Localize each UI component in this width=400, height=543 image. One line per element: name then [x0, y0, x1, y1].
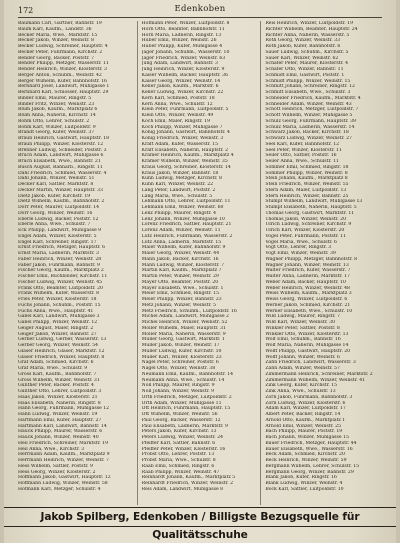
directory-entry: Zink Anna, Wwe., Schulstr. 13: [265, 389, 336, 394]
directory-entry: Paul Elisabeth, Ladnerin, Marktstr. 9: [141, 423, 228, 429]
directory-entry: Bergmann Wilhelm, Lehrer, Schulstr. 15: [265, 463, 360, 469]
directory-entry: Schmitt Johann, Schreiner, Ringstr. 12: [265, 84, 355, 90]
directory-entry: Bernhard Josef, Landwirt, Mühlgasse 1: [18, 84, 110, 90]
directory-entry: Schmidt Philipp, Winzer, Weinstr. 15: [265, 78, 351, 84]
directory-entry: Peters Jakob, Küfer, Kirchstr. 13: [141, 429, 217, 435]
directory-entry: Kern Karl, Schmied, Poststr. 18: [141, 95, 215, 101]
directory-entry: Hauck Philipp, Maurer, Wasserstr. 6: [18, 429, 103, 435]
directory-entry: Decker Karl, Sattler, Marktstr. 8: [18, 182, 94, 187]
directory-entry: Baumann Carl, Gärtner, Bahnstr. 19: [18, 21, 102, 26]
directory-column-middle: [142, 21, 262, 505]
directory-entry: Sommer Emil, Schmied, Ringstr. 18: [265, 164, 349, 170]
directory-entry: Günther Peter, Bäcker, Poststr. 4: [18, 383, 94, 389]
directory-entry: Bauer Elisabeth, Wwe., Wasserstr. 16: [265, 446, 353, 452]
directory-entry: Metz Johann, Winzer, Weinstr. 5: [141, 302, 217, 308]
page-number: 172: [18, 6, 34, 15]
directory-entry: Stern Adam, Maler, Luitpoldstr. 13: [265, 187, 347, 193]
directory-entry: Schäfer Otto, Winzer, Bahnstr. 11: [265, 67, 344, 72]
directory-entry: Kaiser Wilhelm, Bäcker, Hauptstr. 36: [141, 72, 228, 78]
directory-entry: Kaiser Georg, Winzer, Weinstr. 14: [141, 78, 221, 84]
footer-advertisement: Jakob Spilberg, Edenkoben / Billigste Bezugsquelle für Qualitätsschuhe: [4, 507, 396, 527]
directory-entry: Lorenz Friedrich, Sattler, Hauptstr. 21: [141, 222, 232, 228]
directory-entry: Winkler Otto, Winzer, Klosterstr. 13: [265, 331, 349, 337]
directory-entry: Orth Adam, Winzer, Mühlgasse 11: [141, 400, 222, 406]
directory-entry: Blum Anna, Näherin, Kirchstr. 14: [18, 113, 96, 118]
directory-entry: Schwarz Jakob, Bäcker, Kirchstr. 18: [265, 130, 349, 136]
directory-entry: Becker Ludwig, Schreiner, Hauptstr. 4: [18, 44, 108, 49]
directory-entry: Schäfer Peter, Maurer, Klosterstr. 4: [265, 61, 349, 67]
header-rule: [18, 17, 382, 18]
directory-entry: Martin Karl, Kaufm., Marktplatz 7: [141, 268, 222, 274]
page-header: [18, 4, 382, 18]
directory-entry: Seel Peter, Winzer, Klosterstr. 11: [265, 147, 342, 153]
directory-entry: Hartmann Karl, Landwirt, Bahnstr. 14: [18, 423, 107, 429]
directory-entry: Probst Maria, Wwe., Schulstr. 8: [141, 458, 216, 463]
directory-entry: Müller Georg, Gastwirt, Marktstr. 1: [141, 337, 225, 343]
directory-entry: Engel Karl, Schreiner, Ringstr. 17: [18, 239, 97, 245]
directory-entry: Gross Karl, Kaufm., Bahnhofstr. 7: [18, 371, 97, 377]
directory-entry: Möller Wilhelm, Maler, Hauptstr. 31: [141, 325, 226, 331]
directory-entry: Noll Johann, Winzer, Weinstr. 9: [141, 389, 215, 394]
directory-entry: Orth Friedrich, Metzger, Luitpoldstr. 2: [141, 394, 232, 400]
directory-entry: Hoffmann Ludwig, Winzer, Weinstr. 58: [18, 481, 108, 486]
directory-entry: Bergmann Georg, Winzer, Bahnstr. 29: [265, 469, 354, 475]
directory-entry: Neumann Anna, Wwe., Schulstr. 14: [141, 377, 225, 383]
directory-entry: Hoffmann Jakob, Gastwirt, Hauptstr. 12: [18, 475, 111, 481]
directory-entry: Lehmann Emil, Winzer, Weinstr. 60: [141, 205, 224, 210]
directory-entry: Faber Jakob, Fuhrmann, Bahnstr. 9: [18, 262, 100, 268]
directory-entry: Lang Peter, Landwirt, Poststr. 2: [141, 187, 216, 193]
directory-entry: Braun Heinrich, Gastwirt, Hauptstr. 18: [18, 136, 110, 141]
directory-entry: Mayer Otto, Beamter, Poststr. 20: [141, 279, 219, 285]
directory-entry: Wolff Philipp, Gastwirt, Hauptstr. 20: [265, 348, 351, 354]
directory-entry: Fischer Emil, Buchbinder, Kirchstr. 11: [18, 274, 108, 279]
directory-entry: Hess Georg, Winzer, Klosterstr. 2: [18, 469, 96, 475]
directory-entry: Schulz Maria, Ladnerin, Wasserstr. 14: [265, 124, 355, 130]
directory-entry: Fuchs Anna, Wwe., Hauptstr. 41: [18, 308, 94, 314]
directory-entry: Reinhardt Johann, Kaufm., Marktplatz 5: [141, 475, 236, 481]
directory-entry: Keller Jakob, Kaufm., Marktstr. 6: [141, 84, 219, 90]
directory-entry: Weiss Georg, Winzer, Luitpoldstr. 6: [265, 297, 348, 302]
directory-entry: Wagner Johann, Winzer, Weinstr. 13: [265, 262, 349, 268]
directory-entry: Schott Heinrich, Metzger, Luitpoldstr. 7: [265, 107, 359, 113]
directory-entry: Jung Adam, Landwirt, Bahnstr. 3: [141, 61, 218, 67]
directory-entry: Schneider Friedrich, Kaufm., Marktstr. 4: [265, 95, 361, 101]
directory-entry: Faber Heinrich, Winzer, Weinstr. 28: [18, 256, 102, 262]
directory-entry: Lutz Heinrich, Fuhrmann, Wasserstr. 2: [141, 233, 233, 239]
directory-entry: Michel Heinrich, Winzer, Weinstr. 52: [141, 320, 228, 325]
directory-entry: Horn Otto, Beamter, Bahnhofstr. 11: [141, 26, 225, 32]
directory-entry: Schwarz Ludwig, Winzer, Weinstr. 27: [265, 136, 352, 141]
directory-entry: Kern Anna, Wwe., Schulstr. 12: [141, 101, 213, 107]
directory-entry: Zimmermann Heinrich, Schreiner, Marktstr. 2: [265, 371, 373, 377]
directory-entry: Reis Adam, Landwirt, Mühlgasse 8: [141, 486, 224, 492]
directory-entry: Bernhard Karl, Schlosser, Hauptstr. 29: [18, 90, 109, 95]
directory-entry: Zahn Friedrich, Landwirt, Wasserstr. 3: [265, 360, 356, 366]
directory-entry: Becker Maria, Wwe., Marktstr. 15: [18, 32, 98, 38]
directory-entry: Jäger Johann, Schuhm., Wasserstr. 10: [141, 49, 230, 55]
directory-entry: Raab Philipp, Winzer, Weinstr. 47: [141, 469, 220, 475]
directory-entry: Lenz Johann, Winzer, Mühlgasse 10: [141, 216, 225, 222]
directory-entry: Becker Jakob, Winzer, Weinstr. 8: [18, 38, 94, 44]
directory-entry: Maier Wilhelm, Küfer, Bahnhofstr. 9: [141, 245, 226, 251]
directory-entry: Roth Georg, Winzer, Weinstr. 33: [265, 38, 341, 44]
directory-entry: Michel Adam, Landwirt, Mühlgasse 2: [141, 314, 229, 320]
directory-entry: Heil Anna, Wwe., Kirchstr. 3: [18, 446, 85, 452]
directory-entry: Herrmann Heinrich, Winzer, Weinstr. 7: [18, 458, 109, 463]
directory-entry: Hahn Ludwig, Winzer, Weinstr. 19: [18, 412, 98, 417]
directory-entry: Graf Maria, Wwe., Schulstr. 9: [18, 366, 88, 371]
directory-entry: Kuhn Ludwig, Metzger, Kirchstr. 8: [141, 176, 222, 182]
directory-entry: Mayer Elisabeth, Wwe., Schulstr. 1: [141, 285, 224, 291]
directory-entry: Fuchs Johann, Schuhm., Poststr. 15: [18, 302, 101, 308]
directory-entry: Reinhardt Friedrich, Winzer, Weinstr. 2: [141, 481, 234, 486]
directory-entry: Glaser Heinrich, Glaser, Marktstr. 12: [18, 348, 105, 354]
directory-entry: Arnold Otto, Kaufm., Marktplatz 1: [265, 417, 346, 423]
directory-entry: Raab Emil, Schmied, Ringstr. 6: [141, 463, 215, 469]
directory-entry: Müller Ludwig, Küfer, Kirchstr. 10: [141, 348, 222, 354]
directory-entry: Walter Friedrich, Küfer, Wasserstr. 7: [265, 268, 351, 274]
directory-entry: Dörr Peter, Maurer, Luitpoldstr. 14: [18, 205, 100, 210]
directory-entry: Adam Karl, Winzer, Luitpoldstr. 17: [265, 406, 346, 412]
directory-entry: Eck Philipp, Landwirt, Mühlgasse 9: [18, 228, 102, 233]
directory-entry: Müller Karl, Winzer, Klosterstr. 23: [141, 354, 222, 360]
directory-entry: Glaser Friedrich, Winzer, Hauptstr. 8: [18, 354, 105, 360]
directory-entry: Dietz Jakob, Küfer, Kirchstr. 19: [18, 193, 91, 199]
directory-entry: Fries Peter, Winzer, Klosterstr. 18: [18, 297, 97, 302]
directory-entry: Ott Wilhelm, Winzer, Weinstr. 56: [141, 412, 218, 417]
directory-entry: Sauer Ludwig, Schuhm., Kirchstr. 5: [265, 49, 349, 55]
directory-entry: Klein Otto, Winzer, Weinstr. 49: [141, 113, 214, 118]
directory-entry: Neumann Emil, Kaufm., Bahnhofstr. 14: [141, 371, 234, 377]
directory-entry: Frank Otto, Beamter, Luitpoldstr. 20: [18, 285, 103, 291]
directory-entry: Seiler Anna, Wwe., Schulstr. 11: [265, 159, 339, 164]
directory-entry: Decker Martin, Winzer, Hauptstr. 33: [18, 187, 103, 193]
directory-entry: Sauer Karl, Winzer, Weinstr. 62: [265, 55, 339, 61]
directory-entry: Walter Anna, Ladnerin, Marktstr. 17: [265, 274, 350, 279]
directory-entry: Krämer Wilhelm, Winzer, Weinstr. 35: [141, 159, 228, 164]
directory-entry: Schott Wilhelm, Winzer, Mühlgasse 5: [265, 113, 353, 118]
directory-entry: Hartmann Emil, Küfer, Hauptstr. 27: [18, 417, 102, 423]
directory-entry: Gabel Karl, Landwirt, Mühlgasse 3: [18, 314, 100, 320]
directory-entry: Krämer Heinrich, Kaufm., Marktplatz 4: [141, 153, 234, 159]
directory-entry: Seel Karl, Küfer, Bahnhofstr. 12: [265, 141, 340, 147]
directory-entry: Horn Maria, Ladnerin, Ringstr. 13: [141, 32, 222, 38]
directory-entry: Kraft Elisabeth, Näherin, Hauptstr. 2: [141, 147, 229, 153]
directory-entry: Baum Karl, Kaufm., Landstr. 36: [18, 26, 92, 32]
directory-entry: Bender Georg, Bäcker, Poststr. 7: [18, 55, 94, 61]
directory-entry: Schmidt Emil, Gastwirt, Poststr. 1: [265, 72, 345, 78]
directory-entry: Dietz Wilhelm, Kaufm., Bahnhofstr. 2: [18, 199, 105, 205]
directory-entry: Bock Karl, Sattler, Luitpoldstr. 10: [265, 486, 344, 492]
directory-entry: Weber Adam, Bäcker, Hauptstr. 10: [265, 279, 346, 285]
directory-entry: Vogel Maria, Wwe., Schulstr. 6: [265, 239, 337, 245]
directory-entry: Berger Anton, Schuhm., Weinstr. 42: [18, 72, 102, 78]
directory-entry: Koch Emil, Maler, Ringstr. 19: [141, 118, 211, 124]
directory-entry: Stein Friedrich, Winzer, Weinstr. 55: [265, 182, 349, 187]
directory-entry: Kraft Adam, Küfer, Wasserstr. 15: [141, 141, 218, 147]
directory-entry: Graf Adam, Schmied, Kirchstr. 6: [18, 360, 94, 366]
directory-entry: Wagner Philipp, Metzger, Bahnhofstr. 8: [265, 256, 358, 262]
directory-entry: Wild Karl, Winzer, Weinstr. 30: [265, 320, 336, 325]
directory-entry: Probst Otto, Lehrer, Poststr. 13: [141, 452, 215, 458]
directory-entry: Mann Jakob, Bäcker, Kirchstr. 16: [141, 256, 219, 262]
directory-entry: Keller Ludwig, Winzer, Kirchstr. 22: [141, 90, 224, 95]
directory-entry: Hofmann Peter, Winzer, Luitpoldstr. 8: [141, 21, 230, 26]
directory-entry: Böhm Karl, Winzer, Luitpoldstr. 9: [18, 124, 96, 130]
directory-entry: Thomas Georg, Gastwirt, Marktstr. 11: [265, 210, 355, 216]
directory-entry: Zorn Ludwig, Winzer, Klosterstr. 6: [265, 400, 346, 406]
directory-entry: Bach Johann, Winzer, Mühlgasse 15: [265, 435, 349, 440]
directory-entry: Klein Peter, Fuhrmann, Luitpoldstr. 5: [141, 107, 229, 113]
directory-entry: Ulrich Ludwig, Schreiner, Kirchstr. 9: [265, 222, 352, 228]
directory-entry: Haas Jakob, Winzer, Klosterstr. 21: [18, 394, 98, 400]
directory-entry: Metz Friedrich, Schuhm., Luitpoldstr. 16: [141, 308, 237, 314]
directory-entry: Bauer Friedrich, Metzger, Hauptstr. 44: [265, 440, 357, 446]
directory-entry: Schneider Adam, Winzer, Weinstr. 43: [265, 101, 352, 107]
directory-entry: Blank Ludwig, Winzer, Weinstr. 4: [265, 481, 343, 486]
directory-entry: Bender Philipp, Metzger, Wasserstr. 11: [18, 61, 109, 67]
directory-entry: Hess Wilhelm, Sattler, Poststr. 9: [18, 463, 93, 469]
directory-entry: Noll Philipp, Maurer, Ringstr. 9: [141, 383, 215, 389]
directory-entry: Dörr Georg, Winzer, Weinstr. 16: [18, 210, 93, 216]
directory-entry: Meier Philipp, Winzer, Bahnstr. 23: [141, 297, 222, 302]
directory-entry: Geiger August, Maler, Ringstr. 2: [18, 325, 94, 331]
directory-entry: Werner Elisabeth, Wwe., Schulstr. 10: [265, 308, 353, 314]
directory-entry: Weiss Wilhelm, Kaufm., Marktplatz 3: [265, 291, 352, 297]
directory-entry: Dahl Johann, Winzer, Weinstr. 51: [18, 176, 95, 182]
directory-entry: Dahl Friedrich, Schmied, Wasserstr. 4: [18, 170, 107, 176]
directory-entry: Müller Jakob, Winzer, Weinstr. 17: [141, 343, 220, 348]
directory-entry: Bruch Adam, Landwirt, Mühlgasse 6: [18, 153, 104, 159]
directory-entry: Haas Elisabeth, Näherin, Ringstr. 8: [18, 400, 101, 406]
directory-entry: Richter Anna, Näherin, Wasserstr. 5: [265, 32, 350, 38]
directory-entry: Koch Philipp, Winzer, Mühlgasse 7: [141, 124, 223, 130]
directory-entry: Hauck Johann, Winzer, Weinstr. 40: [18, 435, 99, 440]
directory-entry: Seiler Otto, Sattler, Poststr. 16: [265, 153, 337, 159]
directory-entry: Binder Emil, Maurer, Ringstr. 5: [18, 95, 92, 101]
directory-entry: König Friedrich, Winzer, Weinstr. 3: [141, 136, 224, 141]
directory-entry: Frank Wilhelm, Küfer, Wasserstr. 8: [18, 291, 100, 297]
directory-entry: Binder Fritz, Winzer, Weinstr. 23: [18, 101, 95, 107]
directory-columns: [18, 21, 384, 505]
directory-entry: Jung Heinrich, Winzer, Klosterstr. 9: [141, 67, 225, 72]
directory-entry: Vogt Otto, Lehrer, Ringstr. 3: [265, 245, 332, 251]
directory-entry: Stumpf Elisabeth, Näherin, Hauptstr. 5: [265, 205, 357, 210]
directory-entry: Maier Georg, Winzer, Weinstr. 44: [141, 251, 220, 256]
directory-entry: Herrmann Adam, Kaufm., Marktplatz 9: [18, 452, 110, 458]
directory-entry: Ulrich Karl, Winzer, Klosterstr. 20: [265, 228, 345, 233]
directory-entry: Blum Jakob, Kaufm., Marktplatz 6: [18, 107, 98, 113]
directory-entry: Wild Ludwig, Maurer, Ringstr. 7: [265, 314, 341, 320]
directory-entry: Beck Heinrich, Winzer, Weinstr. 59: [265, 458, 347, 463]
directory-entry: Kraus Jakob, Winzer, Bahnstr. 18: [141, 170, 219, 176]
directory-entry: Peters Ludwig, Winzer, Weinstr. 24: [141, 435, 224, 440]
directory-column-left: [18, 21, 138, 505]
directory-entry: Pfeiffer Peter, Winzer, Klosterstr. 16: [141, 446, 226, 452]
directory-entry: Huber Emil, Winzer, Weinstr. 26: [141, 38, 217, 44]
directory-entry: Sommer Philipp, Winzer, Weinstr. 8: [265, 170, 348, 176]
directory-entry: Gross Wilhelm, Winzer, Weinstr. 31: [18, 377, 100, 383]
directory-entry: Gerber Georg, Winzer, Weinstr. 54: [18, 343, 99, 348]
directory-entry: Busch August, Bahnarb., Ringstr. 11: [18, 164, 103, 170]
directory-entry: Brenner Ludwig, Schneider, Poststr. 3: [18, 147, 107, 153]
directory-entry: Thomas Jakob, Winzer, Weinstr. 20: [265, 216, 347, 222]
directory-entry: Meier Emil, Schmied, Ringstr. 15: [141, 291, 220, 297]
directory-entry: Nagel Peter, Schreiner, Poststr. 6: [141, 360, 219, 366]
directory-entry: Becker Peter, Fuhrmann, Kirchstr. 2: [18, 49, 103, 55]
directory-entry: Zorn Jakob, Fuhrmann, Bahnhofstr. 3: [265, 394, 353, 400]
directory-entry: Werner Jakob, Schmied, Kirchstr. 21: [265, 302, 351, 308]
directory-entry: Zahn Adam, Winzer, Weinstr. 57: [265, 366, 340, 371]
directory-entry: Ernst Maria, Ladnerin, Marktstr. 3: [18, 251, 99, 256]
directory-entry: Richter Wilhelm, Beamter, Hauptstr. 24: [265, 26, 358, 32]
directory-entry: Huber Philipp, Küfer, Mühlgasse 4: [141, 44, 223, 49]
directory-entry: Jäger Friedrich, Winzer, Weinstr. 63: [141, 55, 226, 61]
directory-entry: Schmitt Elisabeth, Wwe., Schulstr. 3: [265, 90, 351, 95]
directory-entry: Winkler Peter, Sattler, Poststr. 8: [265, 325, 340, 331]
directory-entry: Bach Philipp, Maurer, Poststr. 19: [265, 429, 343, 435]
directory-entry: Eberle Ludwig, Bäcker, Poststr. 12: [18, 216, 99, 222]
directory-entry: Mann Ludwig, Winzer, Klosterstr. 7: [141, 262, 225, 268]
directory-entry: Nagel Otto, Winzer, Weinstr. 38: [141, 366, 216, 371]
directory-entry: Schulz Georg, Fuhrmann, Hauptstr. 39: [265, 118, 356, 124]
directory-entry: Böhm Otto, Lehrer, Schulstr. 2: [18, 118, 90, 124]
directory-entry: Lenz Philipp, Maurer, Ringstr. 4: [141, 210, 217, 216]
directory-entry: Albert Peter, Bäcker, Ringstr. 14: [265, 412, 341, 417]
directory-entry: Roth Jakob, Küfer, Bahnhofstr. 6: [265, 44, 341, 49]
directory-entry: Wolf Emil, Schuhm., Bahnstr. 16: [265, 337, 341, 343]
directory-entry: Arnold Emil, Winzer, Weinstr. 25: [265, 423, 341, 429]
directory-entry: Zink Georg, Küfer, Kirchstr. 15: [265, 383, 338, 389]
directory-entry: Hahn Georg, Fuhrmann, Mühlgasse 12: [18, 406, 110, 412]
directory-entry: Fischer Ludwig, Winzer, Weinstr. 45: [18, 279, 103, 285]
directory-entry: Gerber Ludwig, Gerber, Wasserstr. 13: [18, 337, 107, 343]
directory-entry: Ott Heinrich, Fuhrmann, Hauptstr. 15: [141, 406, 231, 412]
directory-entry: Brandt Georg, Küfer, Weinstr. 37: [18, 130, 95, 136]
directory-entry: Bruch Elisabeth, Wwe., Bahnstr. 21: [18, 159, 101, 164]
directory-entry: Hofmann Karl, Metzger, Schulstr. 4: [18, 486, 101, 492]
directory-entry: Pfeiffer Karl, Sattler, Bahnstr. 6: [141, 440, 216, 446]
directory-entry: Stern Heinrich, Winzer, Bahnstr. 25: [265, 193, 349, 199]
directory-entry: Vogt Emil, Winzer, Weinstr. 39: [265, 251, 336, 256]
directory-page: [4, 0, 396, 543]
directory-entry: Stein Johann, Kaufm., Marktplatz 8: [265, 176, 348, 182]
directory-entry: Günther Otto, Lehrer, Luitpoldstr. 3: [18, 389, 102, 394]
directory-entry: Lang Maria, Wwe., Schulstr. 5: [141, 193, 213, 199]
directory-entry: Heil Friedrich, Schreiner, Marktstr. 19: [18, 440, 109, 446]
directory-entry: Beck Adam, Schmied, Kirchstr. 20: [265, 452, 345, 458]
directory-entry: Lorenz Adam, Winzer, Weinstr. 11: [141, 228, 221, 233]
directory-entry: Kraus Georg, Schreiner, Klosterstr. 14: [141, 164, 231, 170]
directory-entry: Möller Maria, Näherin, Wasserstr. 9: [141, 331, 226, 337]
directory-entry: Zimmermann Wilhelm, Winzer, Weinstr. 41: [265, 377, 366, 383]
directory-entry: Geiger Jakob, Winzer, Bahnstr. 27: [18, 331, 97, 337]
directory-entry: Fischer Georg, Kaufm., Marktplatz 2: [18, 268, 104, 274]
directory-entry: Gabel Philipp, Winzer, Weinstr. 12: [18, 320, 98, 325]
directory-entry: Ernst Friedrich, Metzger, Hauptstr. 6: [18, 245, 105, 251]
directory-entry: Wolff Johann, Winzer, Weinstr. 6: [265, 354, 340, 360]
directory-entry: Paul Georg, Bäcker, Wasserstr. 12: [141, 417, 221, 423]
directory-entry: Braun Philipp, Winzer, Klosterstr. 12: [18, 141, 104, 147]
running-head: Edenkoben: [174, 4, 226, 14]
directory-entry: Martin Peter, Winzer, Weinstr. 29: [141, 274, 219, 279]
directory-column-right: [265, 21, 384, 505]
directory-entry: Engel Adam, Winzer, Klosterstr. 5: [18, 233, 97, 239]
directory-entry: Weber Heinrich, Winzer, Weinstr. 48: [265, 285, 350, 291]
directory-entry: Eberle Anna, Wwe., Schulstr. 7: [18, 222, 91, 228]
directory-entry: Lehmann Otto, Lehrer, Luitpoldstr. 11: [141, 199, 231, 205]
directory-entry: Blank Jakob, Küfer, Ringstr. 16: [265, 475, 337, 481]
directory-entry: Vogel Peter, Fuhrmann, Poststr. 11: [265, 233, 347, 239]
directory-entry: Reis Heinrich, Winzer, Luitpoldstr. 19: [265, 21, 353, 26]
directory-entry: König Johann, Gastwirt, Bahnhofstr. 4: [141, 130, 230, 136]
directory-entry: Stumpf Wilhelm, Landwirt, Mühlgasse 13: [265, 199, 363, 205]
directory-entry: Bender Heinrich, Winzer, Klosterstr. 3: [18, 67, 107, 72]
directory-entry: Wolf Maria, Näherin, Mühlgasse 14: [265, 343, 349, 348]
directory-entry: Lutz Anna, Ladnerin, Marktstr. 15: [141, 239, 222, 245]
directory-entry: Berger Wilhelm, Küfer, Bahnhofstr. 16: [18, 78, 108, 84]
directory-entry: Kuhn Karl, Winzer, Weinstr. 22: [141, 182, 214, 187]
